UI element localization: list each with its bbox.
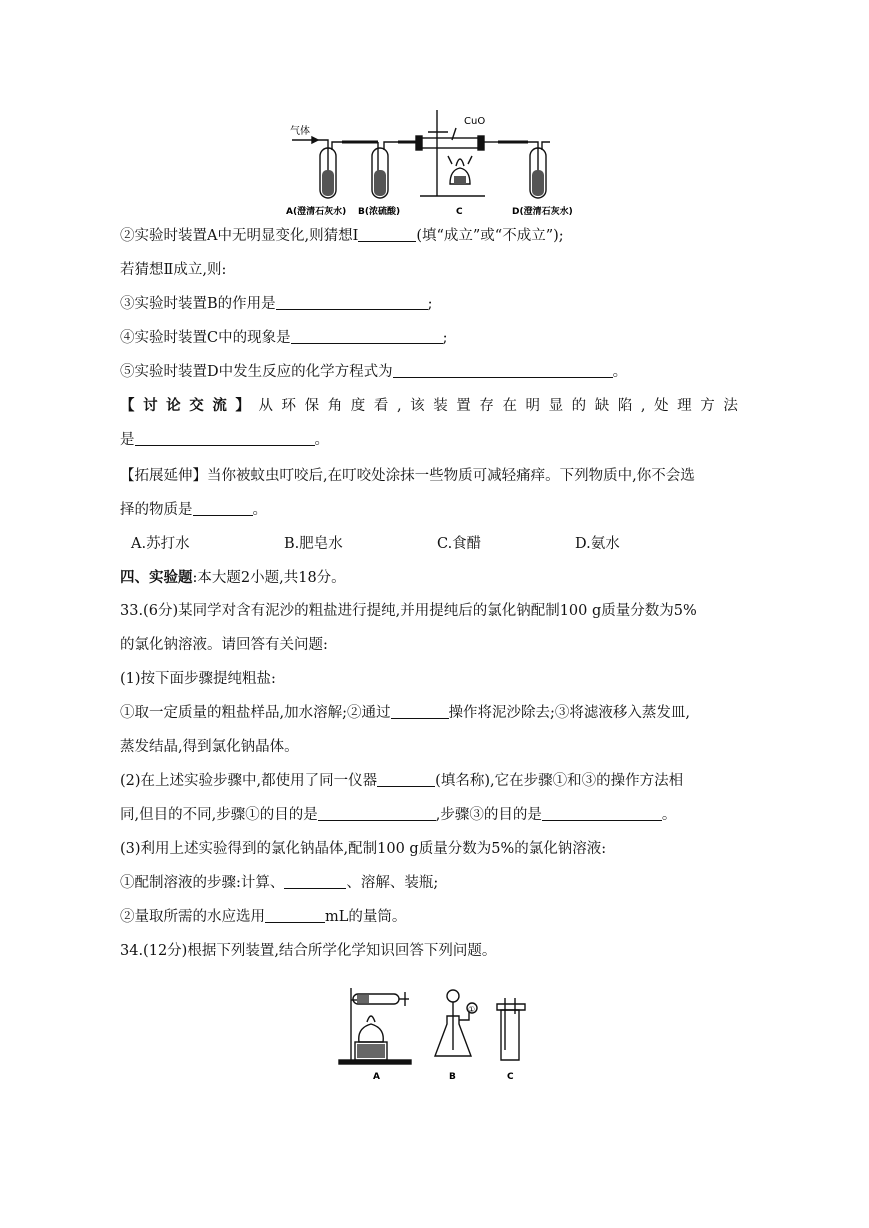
figure-label-d: D(澄清石灰水) xyxy=(512,207,573,217)
answer-blank[interactable] xyxy=(542,806,662,821)
discussion-char: 论 xyxy=(166,397,181,414)
answer-blank[interactable] xyxy=(393,363,613,378)
figure-label-b: B(浓硫酸) xyxy=(358,207,401,217)
answer-blank[interactable] xyxy=(291,329,443,344)
figure2-mark: ① xyxy=(468,1005,476,1014)
q33-line-2: 的氯化钠溶液。请回答有关问题: xyxy=(120,637,328,653)
option-a: A.苏打水 xyxy=(131,536,190,552)
answer-blank[interactable] xyxy=(135,431,315,446)
discussion-char: 法 xyxy=(723,398,738,414)
option-d: D.氨水 xyxy=(575,536,620,552)
hypothesis-line: 若猜想Ⅱ成立,则: xyxy=(120,262,227,278)
discussion-char: 该 xyxy=(410,398,425,414)
answer-blank[interactable] xyxy=(358,227,416,242)
answer-blank[interactable] xyxy=(284,874,346,889)
discussion-char: 明 xyxy=(525,398,541,414)
discussion-char: 方 xyxy=(700,398,715,414)
apparatus-figure-2 xyxy=(335,980,535,1084)
question-line-4: ④实验时装置C中的现象是 ; xyxy=(120,330,448,346)
gas-label: 气体 xyxy=(290,126,310,137)
discussion-char: 从 xyxy=(258,398,273,414)
discussion-char: 的 xyxy=(571,398,587,414)
section-heading: 四、实验题:本大题2小题,共18分。 xyxy=(120,569,346,586)
discussion-char: , xyxy=(640,398,646,414)
q34-line-1: 34.(12分)根据下列装置,结合所学化学知识回答下列问题。 xyxy=(120,943,497,959)
discussion-line-2: 是 。 xyxy=(120,432,329,448)
discussion-char: 交 xyxy=(189,397,204,414)
discussion-char: 】 xyxy=(235,397,250,414)
q33-line-8: (3)利用上述实验得到的氯化钠晶体,配制100 g质量分数为5%的氯化钠溶液: xyxy=(120,841,607,857)
figure2-label-a: A xyxy=(373,1072,380,1082)
answer-blank[interactable] xyxy=(377,772,435,787)
discussion-char: 保 xyxy=(304,398,320,414)
discussion-char: 处 xyxy=(654,398,669,414)
question-line-2: ②实验时装置A中无明显变化,则猜想Ⅰ (填“成立”或“不成立”); xyxy=(120,228,564,244)
q33-line-6: (2)在上述实验步骤中,都使用了同一仪器 (填名称),它在步骤①和③的操作方法相 xyxy=(120,773,684,789)
discussion-char: , xyxy=(396,398,402,414)
discussion-char: 在 xyxy=(502,398,517,414)
discussion-char: 流 xyxy=(212,397,227,414)
answer-blank[interactable] xyxy=(391,704,449,719)
q33-line-10: ②量取所需的水应选用 mL的量筒。 xyxy=(120,909,407,925)
discussion-char: 环 xyxy=(281,398,297,414)
q33-line-1: 33.(6分)某同学对含有泥沙的粗盐进行提纯,并用提纯后的氯化钠配制100 g质量分数为5% xyxy=(120,603,697,619)
cuo-label: CuO xyxy=(464,116,486,127)
q33-line-7: 同,但目的不同,步骤①的目的是 ,步骤③的目的是 。 xyxy=(120,807,677,823)
answer-blank[interactable] xyxy=(318,806,436,821)
discussion-char: 存 xyxy=(479,398,494,414)
extension-line: 【拓展延伸】当你被蚊虫叮咬后,在叮咬处涂抹一些物质可减轻痛痒。下列物质中,你不会选 xyxy=(120,468,695,484)
discussion-char: 缺 xyxy=(594,398,610,414)
q33-line-5: 蒸发结晶,得到氯化钠晶体。 xyxy=(120,739,299,755)
answer-blank[interactable] xyxy=(265,908,325,923)
figure-label-a: A(澄清石灰水) xyxy=(286,207,347,217)
extension-line-2: 择的物质是 。 xyxy=(120,502,267,518)
discussion-char: 讨 xyxy=(143,397,158,414)
question-line-3: ③实验时装置B的作用是 ; xyxy=(120,296,433,312)
apparatus-figure-1 xyxy=(280,104,600,218)
answer-blank[interactable] xyxy=(276,295,428,310)
discussion-char: 置 xyxy=(456,398,471,414)
q33-line-4: ①取一定质量的粗盐样品,加水溶解;②通过 操作将泥沙除去;③将滤液移入蒸发皿, xyxy=(120,705,690,721)
figure2-label-b: B xyxy=(449,1072,456,1082)
discussion-char: 【 xyxy=(120,397,135,414)
figure-label-c: C xyxy=(456,207,463,217)
discussion-line xyxy=(120,396,738,416)
discussion-char: 角 xyxy=(327,398,343,414)
option-c: C.食醋 xyxy=(437,536,482,552)
q33-line-3: (1)按下面步骤提纯粗盐: xyxy=(120,671,276,687)
discussion-char: 理 xyxy=(677,398,692,414)
discussion-char: 装 xyxy=(433,398,448,414)
discussion-char: 看 xyxy=(373,398,389,414)
answer-blank[interactable] xyxy=(193,501,253,516)
discussion-char: 陷 xyxy=(617,398,633,414)
option-b: B.肥皂水 xyxy=(284,536,343,552)
discussion-char: 显 xyxy=(548,398,564,414)
discussion-char: 度 xyxy=(350,398,366,414)
q33-line-9: ①配制溶液的步骤:计算、 、溶解、装瓶; xyxy=(120,875,439,891)
figure2-label-c: C xyxy=(507,1072,514,1082)
question-line-5: ⑤实验时装置D中发生反应的化学方程式为 。 xyxy=(120,364,628,380)
